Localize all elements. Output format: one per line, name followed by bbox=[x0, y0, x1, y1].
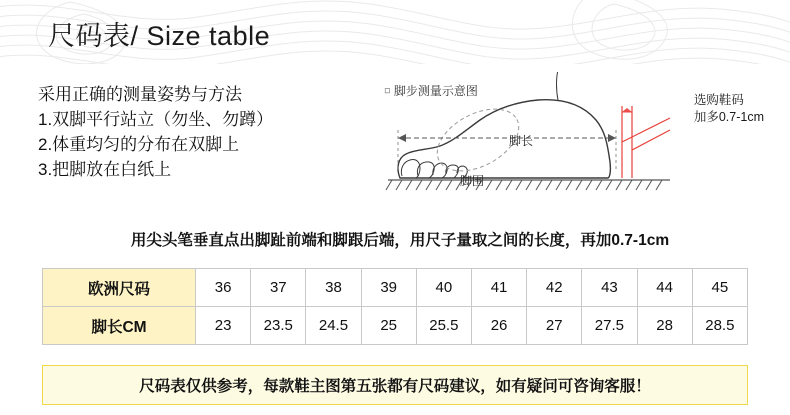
instructions-line-1: 1.双脚平行站立（勿坐、勿蹲） bbox=[38, 110, 274, 129]
page-title bbox=[48, 14, 270, 53]
table-cell: 39 bbox=[361, 269, 416, 307]
table-cell: 37 bbox=[251, 269, 306, 307]
extra-size-note-line-2: 加多0.7-1cm bbox=[693, 110, 764, 124]
table-cell: 27.5 bbox=[582, 307, 637, 345]
table-cell: 41 bbox=[471, 269, 526, 307]
table-cell: 27 bbox=[527, 307, 582, 345]
page-title-cn: 尺码表/ bbox=[48, 21, 139, 51]
table-cell: 26 bbox=[471, 307, 526, 345]
table-cell: 44 bbox=[637, 269, 692, 307]
table-row-foot-length bbox=[43, 307, 748, 345]
foot-measurement-diagram bbox=[370, 72, 770, 202]
instructions-heading: 采用正确的测量姿势与方法 bbox=[38, 85, 242, 104]
extra-size-note-line-1: 选购鞋码 bbox=[693, 93, 744, 107]
table-cell: 43 bbox=[582, 269, 637, 307]
table-cell: 38 bbox=[306, 269, 361, 307]
size-table bbox=[42, 268, 748, 345]
instructions-block bbox=[38, 82, 338, 182]
row-label-foot-length: 脚长CM bbox=[43, 307, 196, 345]
table-cell: 40 bbox=[416, 269, 471, 307]
instructions-line-3: 3.把脚放在白纸上 bbox=[38, 160, 172, 179]
table-cell: 36 bbox=[196, 269, 251, 307]
page-title-en: Size table bbox=[146, 21, 271, 51]
foot-length-label: 脚长 bbox=[509, 134, 534, 148]
table-cell: 45 bbox=[692, 269, 747, 307]
table-cell: 25 bbox=[361, 307, 416, 345]
measure-instruction: 用尖头笔垂直点出脚趾前端和脚跟后端，用尺子量取之间的长度，再加0.7-1cm bbox=[130, 232, 670, 249]
table-cell: 28 bbox=[637, 307, 692, 345]
footer-note bbox=[42, 365, 748, 405]
footer-note-text: 尺码表仅供参考，每款鞋主图第五张都有尺码建议，如有疑问可咨询客服！ bbox=[139, 378, 651, 395]
foot-girth-label: 脚围 bbox=[460, 174, 485, 188]
table-cell: 42 bbox=[527, 269, 582, 307]
table-cell: 23.5 bbox=[251, 307, 306, 345]
table-row-eu-sizes bbox=[43, 269, 748, 307]
extra-size-note bbox=[694, 92, 764, 126]
diagram-caption-text: 脚步测量示意图 bbox=[393, 84, 478, 98]
diamond-bullet-icon: ◇ bbox=[381, 84, 394, 97]
table-cell: 25.5 bbox=[416, 307, 471, 345]
table-cell: 23 bbox=[196, 307, 251, 345]
table-cell: 24.5 bbox=[306, 307, 361, 345]
diagram-caption bbox=[381, 82, 478, 99]
table-cell: 28.5 bbox=[692, 307, 747, 345]
row-label-eu-size: 欧洲尺码 bbox=[43, 269, 196, 307]
instructions-line-2: 2.体重均匀的分布在双脚上 bbox=[38, 135, 240, 154]
